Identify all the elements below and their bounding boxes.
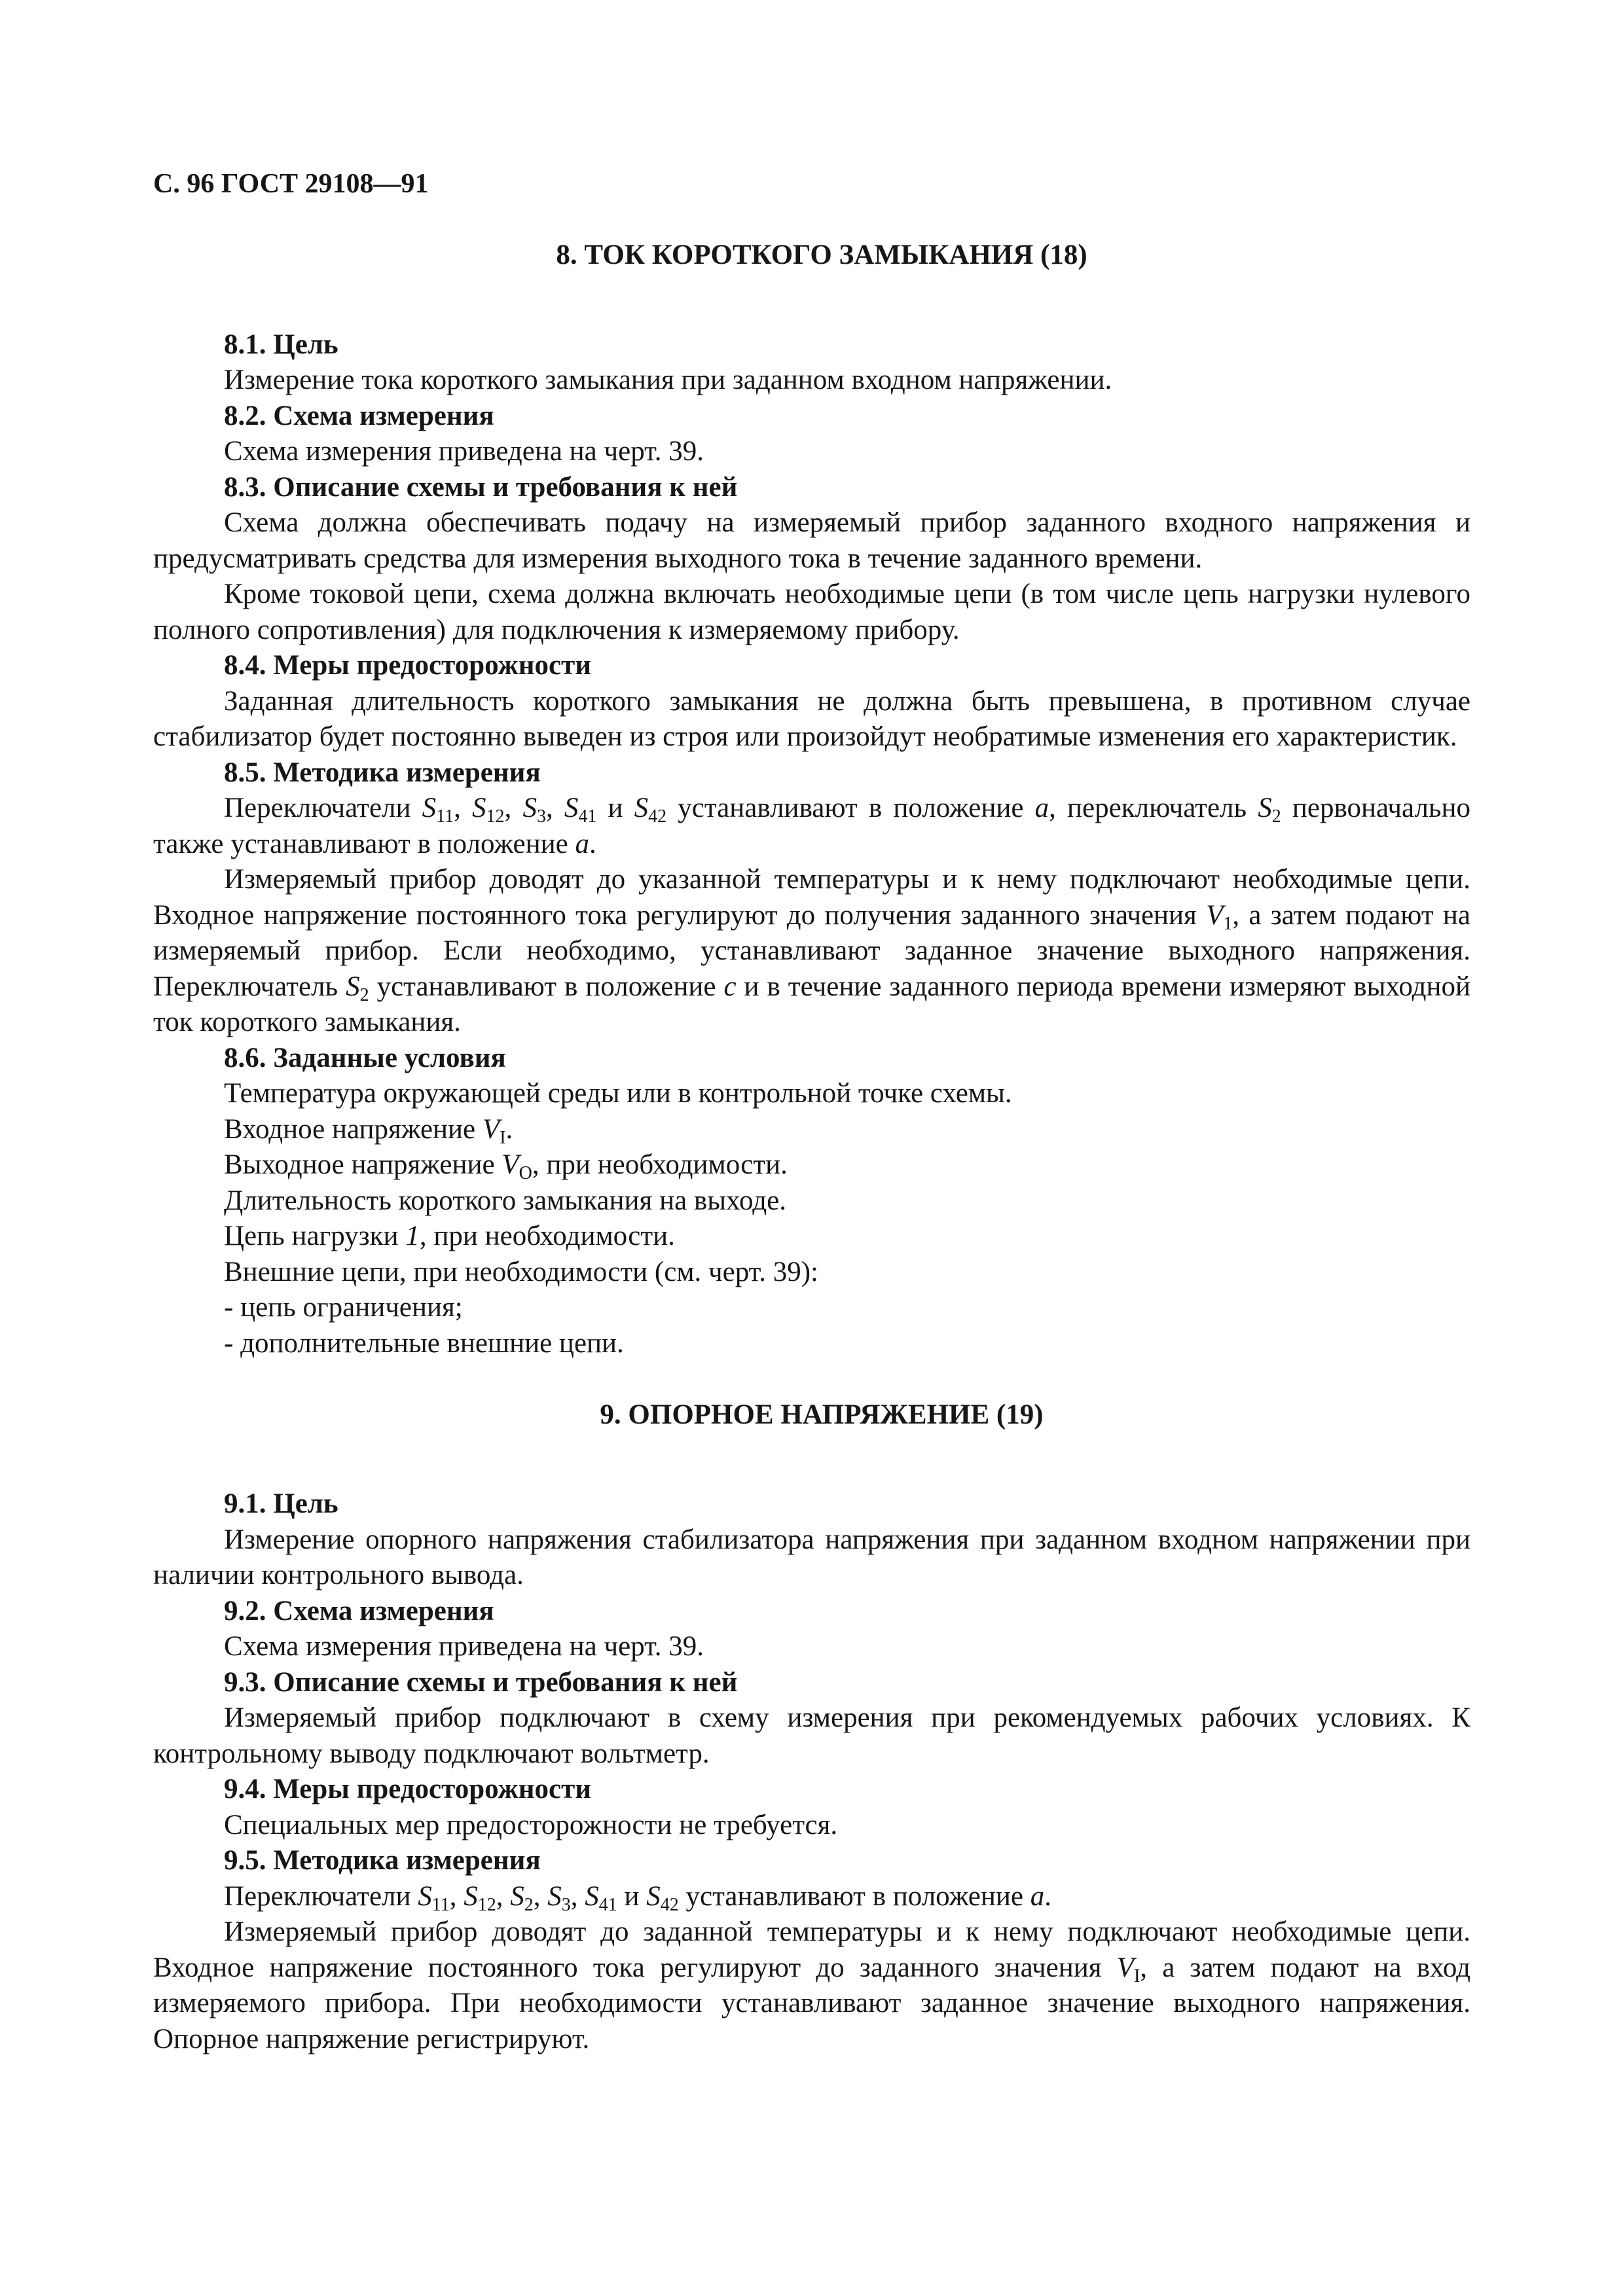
conditions-item: - цепь ограничения; [224, 1292, 463, 1323]
section-8-6-title: 8.6. Заданные условия [224, 1042, 506, 1073]
section-8-2-text: Схема измерения приведена на черт. 39. [224, 436, 704, 467]
section-8-4-title: 8.4. Меры предосторожности [224, 650, 591, 681]
conditions-item: Длительность короткого замыкания на выходе. [224, 1185, 786, 1216]
document-page [153, 166, 1470, 2057]
section-8-5-text-2: Измеряемый прибор доводят до указанной температуры и к нему подключают необходимые цепи. Входное напряжение постоянного тока регулируют до получения заданного значения $V_1$, а затем подают на измеряемый прибор. Если необходимо, устанавливают заданное значение выходного напряжения. Переключатель $S_2$ устанавливают в положение c и в течение заданного периода времени измеряют выходной ток короткого замыкания. [153, 864, 1471, 1037]
section-9-5-text-1: Переключатели $S_{11}$, $S_{12}$, $S_2$, $S_3$, $S_{41}$ и $S_{42}$ устанавливают в положение a. [224, 1880, 1051, 1915]
conditions-item: Внешние цепи, при необходимости (см. черт. 39): [224, 1256, 818, 1287]
section-9-3-title: 9.3. Описание схемы и требования к ней [224, 1666, 738, 1698]
section-9-1-text: Измерение опорного напряжения стабилизатора напряжения при заданном входном напряжении при наличии контрольного вывода. [153, 1524, 1470, 1590]
section-9-2-title: 9.2. Схема измерения [224, 1595, 494, 1626]
conditions-item: Входное напряжение $V_I$. [224, 1113, 513, 1148]
conditions-item: Выходное напряжение $V_O$, при необходимости. [224, 1149, 788, 1183]
section-9-2-text: Схема измерения приведена на черт. 39. [224, 1631, 704, 1662]
section-8-5-title: 8.5. Методика измерения [224, 757, 541, 788]
section-8-5-text-1: Переключатели $S_{11}$, $S_{12}$, $S_3$, $S_{41}$ и $S_{42}$ устанавливают в положение a, переключатель $S_2$ первоначально также устанавливают в положение a. [153, 793, 1471, 859]
section-9-1-title: 9.1. Цель [224, 1488, 338, 1519]
section-8-3-title: 8.3. Описание схемы и требования к ней [224, 471, 738, 503]
section-9-5-text-2: Измеряемый прибор доводят до заданной температуры и к нему подключают необходимые цепи. Входное напряжение постоянного тока регулируют до заданного значения $V_I$, а затем подают на вход измеряемого прибора. При необходимости устанавливают заданное значение выходного напряжения. Опорное напряжение регистрируют. [153, 1916, 1470, 2054]
section-8-4-text: Заданная длительность короткого замыкания не должна быть превышена, в противном случае стабилизатор будет постоянно выведен из строя или произойдут необратимые изменения его характеристик. [153, 685, 1470, 752]
section-8-1-text: Измерение тока короткого замыкания при заданном входном напряжении. [224, 365, 1112, 395]
section-9-5-title: 9.5. Методика измерения [224, 1845, 541, 1876]
section-8-3-text-1: Схема должна обеспечивать подачу на измеряемый прибор заданного входного напряжения и предусматривать средства для измерения выходного тока в течение заданного времени. [153, 507, 1470, 574]
section-9-4-title: 9.4. Меры предосторожности [224, 1774, 591, 1804]
section-8-2-title: 8.2. Схема измерения [224, 400, 494, 431]
section-9-title: 9. ОПОРНОЕ НАПРЯЖЕНИЕ (19) [600, 1399, 1044, 1430]
conditions-item: Цепь нагрузки 1, при необходимости. [224, 1221, 675, 1251]
section-9-3-text: Измеряемый прибор подключают в схему измерения при рекомендуемых рабочих условиях. К контрольному выводу подключают вольтметр. [153, 1702, 1470, 1769]
conditions-item: - дополнительные внешние цепи. [224, 1327, 624, 1359]
section-8-title: 8. ТОК КОРОТКОГО ЗАМЫКАНИЯ (18) [556, 240, 1087, 270]
section-8-3-text-2: Кроме токовой цепи, схема должна включать необходимые цепи (в том числе цепь нагрузки нулевого полного сопротивления) для подключения к измеряемому прибору. [153, 579, 1470, 645]
conditions-item: Температура окружающей среды или в контрольной точке схемы. [224, 1078, 1012, 1109]
page-header: С. 96 ГОСТ 29108—91 [153, 169, 429, 199]
section-8-1-title: 8.1. Цель [224, 329, 338, 360]
section-9-4-text: Специальных мер предосторожности не требуется. [224, 1809, 838, 1840]
